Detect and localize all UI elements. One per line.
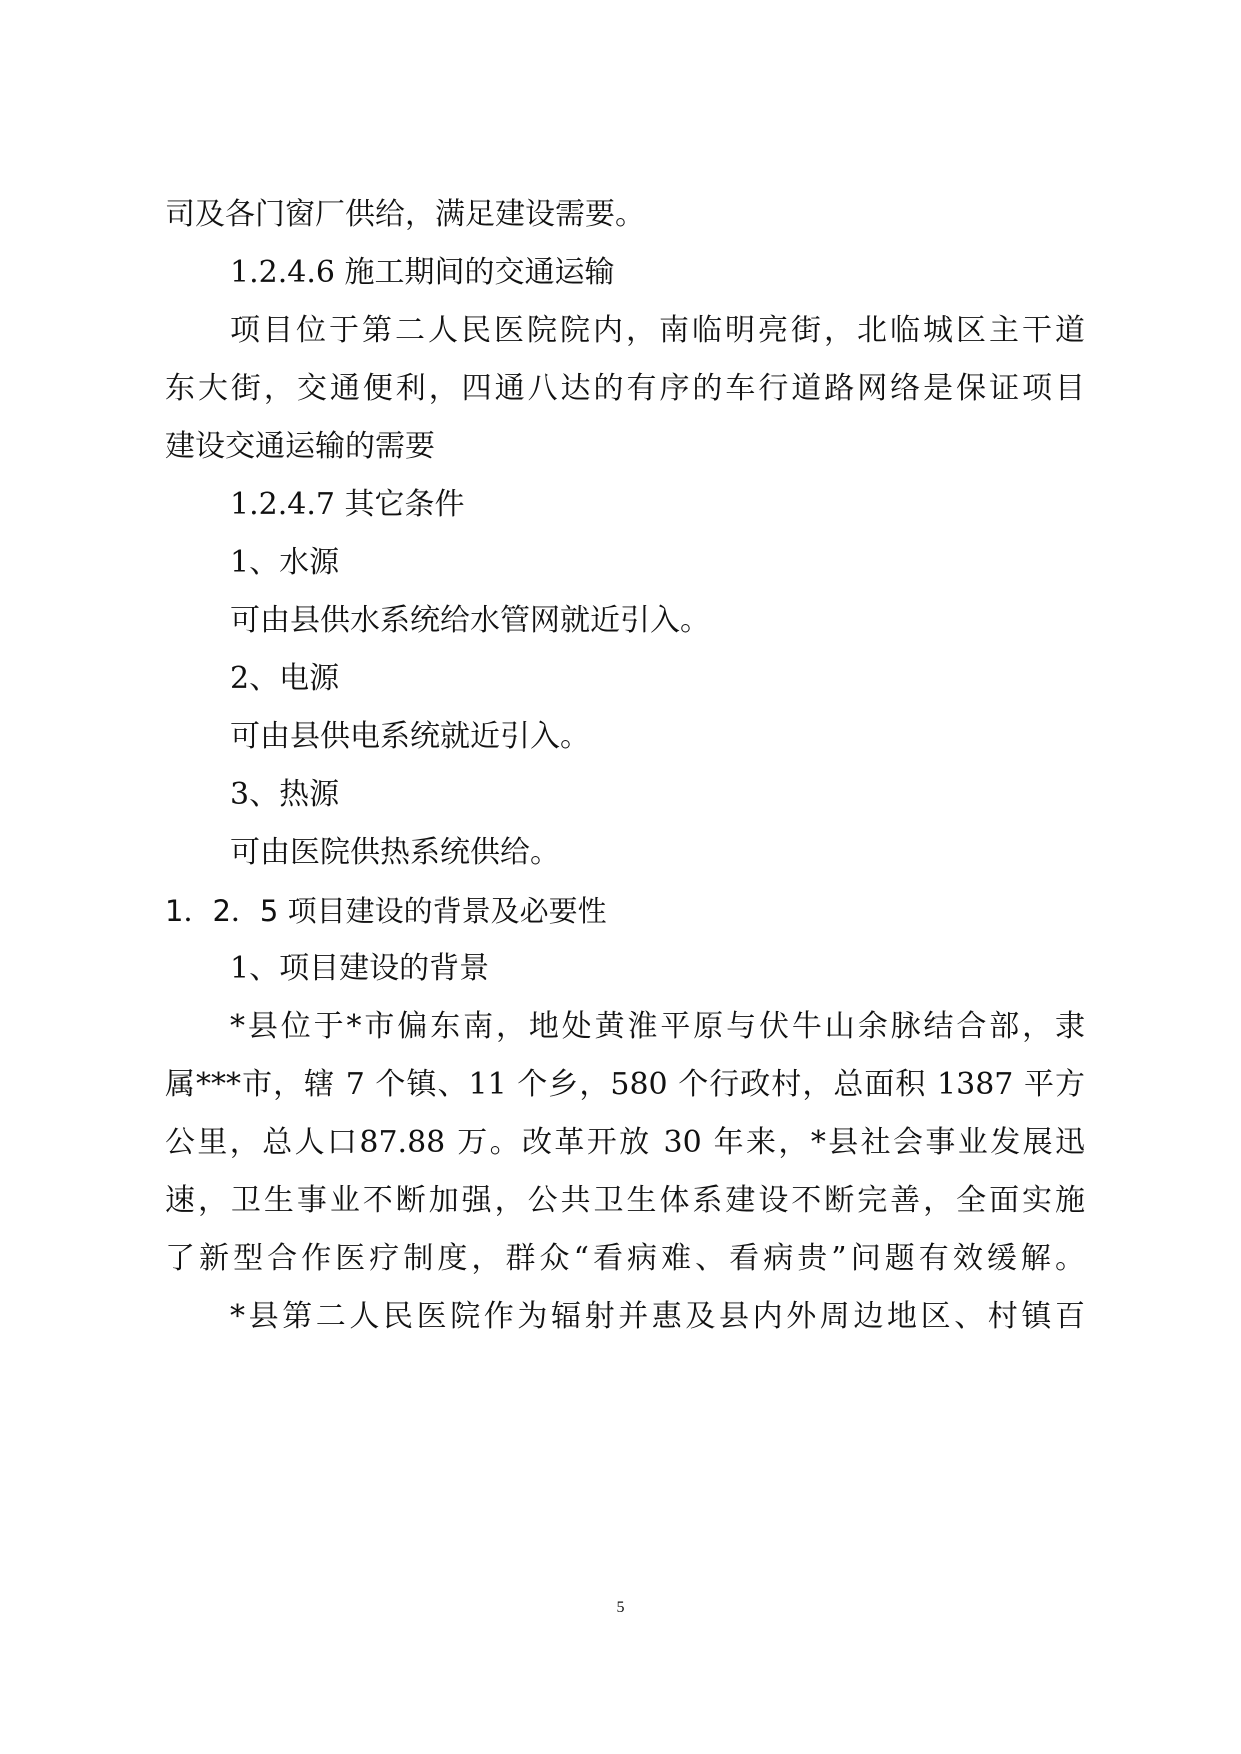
list-item-label: 3、热源 <box>230 777 340 812</box>
paragraph-line: 司及各门窗厂供给，满足建设需要。 <box>165 197 645 232</box>
paragraph-line: 可由县供水系统给水管网就近引入。 <box>230 603 710 638</box>
subsection-heading: 1、项目建设的背景 <box>230 951 490 986</box>
paragraph-line: 了新型合作医疗制度，群众“看病难、看病贵”问题有效缓解。 <box>165 1241 1085 1276</box>
page-number: 5 <box>616 1599 625 1616</box>
list-item-label: 1、水源 <box>230 545 340 580</box>
paragraph-line: *县第二人民医院作为辐射并惠及县内外周边地区、村镇百 <box>230 1299 1085 1334</box>
section-heading-1247: 1.2.4.7 其它条件 <box>230 487 465 522</box>
paragraph-line: 速，卫生事业不断加强，公共卫生体系建设不断完善，全面实施 <box>165 1183 1085 1218</box>
paragraph-line: 可由医院供热系统供给。 <box>230 835 560 870</box>
paragraph-line: 东大街，交通便利，四通八达的有序的车行道路网络是保证项目 <box>165 371 1085 406</box>
paragraph-line: 公里，总人口87.88 万。改革开放 30 年来，*县社会事业发展迅 <box>165 1125 1085 1160</box>
paragraph-line: 可由县供电系统就近引入。 <box>230 719 590 754</box>
section-heading-125: 1．2．5 项目建设的背景及必要性 <box>165 894 607 928</box>
paragraph-line: 建设交通运输的需要 <box>165 429 435 464</box>
list-item-label: 2、电源 <box>230 661 340 696</box>
paragraph-line: 项目位于第二人民医院院内，南临明亮街，北临城区主干道 <box>230 313 1085 348</box>
paragraph-line: 属***市，辖 7 个镇、11 个乡，580 个行政村，总面积 1387 平方 <box>165 1067 1085 1102</box>
paragraph-line: *县位于*市偏东南，地处黄淮平原与伏牛山余脉结合部，隶 <box>230 1009 1085 1044</box>
section-heading-1246: 1.2.4.6 施工期间的交通运输 <box>230 255 615 290</box>
